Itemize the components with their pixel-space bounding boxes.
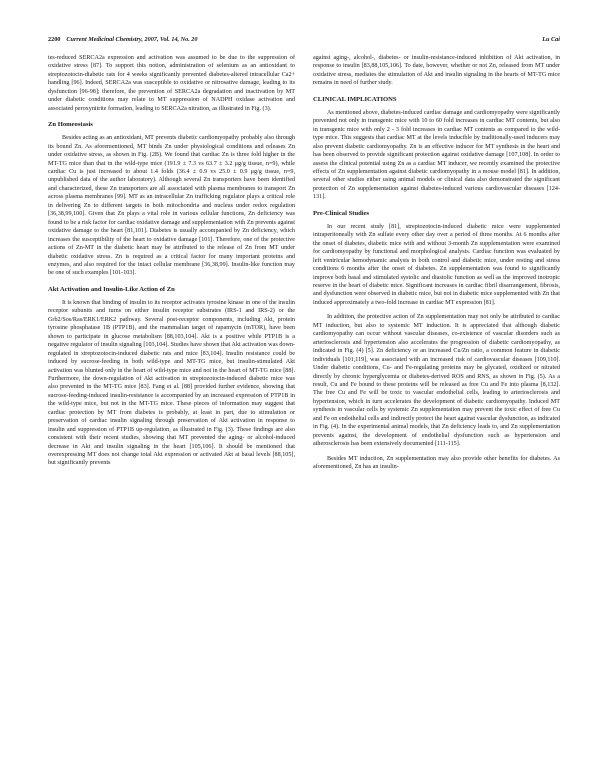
header-author: Lu Cai [542, 36, 560, 43]
section-heading-pre-clinical-studies: Pre-Clinical Studies [313, 209, 370, 217]
paragraph: Besides acting as an antioxidant, MT prevents diabetic cardiomyopathy probably also through its bound Zn. As aforementioned, MT binds Zn under physiological conditions and releases Zn under oxidative stress, as shown in Fig. (2B). We found that cardiac Zn is three fold higher in the MT-TG mice than that in the wild-type mice (191.9 ± 7.3 vs 63.7 ± 3.2 μg/g tissue, n=9), while cardiac Cu is just increased to about 1.4 folds (36.4 ± 0.9 vs 25.0 ± 0.9 μg/g tissue, n=9, unpublished data of the author laboratory). Although several Zn transporters have been identified and characterized, these Zn transporters are all associated with plasma membranes to transport Zn across plasma membranes [99]. MT as an intracellular Zn trafficking regulator plays a critical role in delivering Zn to different targets in both mitochondria and nucleus under redox regulation [36,38,99,100]. Given that Zn plays a vital role in various cellular functions, Zn deficiency was found to be a risk factor for cardiac oxidative damage and supplementation with Zn prevents against oxidative damage to the heart [81,101]. Diabetes is usually accompanied by Zn deficiency, which increases the susceptibility of the heart to oxidative damage [101]. Therefore, one of the protective actions of Zn-MT in the diabetic heart may be attributed to the release of Zn from MT under diabetic oxidative stress. Zn is required as a critical factor for many important proteins and enzymes, and also required for the intact cellular membrane [36,38,99]. Insulin-like function may be one of such examples [101-103]. [48, 135, 295, 277]
journal-citation: Current Medicinal Chemistry, 2007, Vol. 14, No. 20 [66, 36, 198, 43]
paragraph: Besides MT induction, Zn supplementation may also provide other benefits for diabetes. As aforementioned, Zn has an insulin- [313, 455, 560, 471]
running-header [48, 34, 560, 46]
paragraph: against aging-, alcohol-, diabetes- or insulin-resistance-induced inhibition of Akt activation, in response to insulin [83,88,105,106]. To date, however, whether or not Zn, released from MT under oxidative stress, mediates the stimulation of Akt and insulin signaling in the hearts of MT-TG mice remains in need of further study. [313, 55, 560, 87]
paragraph: In addition, the protective action of Zn supplementation may not only be attributed to cardiac MT induction, but also to systemic MT induction. It is appreciated that although diabetic cardiomyopathy can occur without vascular diseases, co-existence of vascular disorders such as arteriosclerosis and hypertension also accelerates the progression of diabetic cardiomyopathy, as indicated in Fig. (4) [5]. Zn deficiency or an increased Cu/Zn ratio, a common feature in diabetic individuals [101,119], was associated with an increased risk of cardiovascular diseases [109,110]. Under diabetic conditions, Cu- and Fe-regulating proteins may be glycated, oxidized or nitrated directly by chronic hyperglycemia or diabetes-derived ROS and RNS, as shown in Fig. (5). As a result, Cu and Fe bound to these proteins will be released as free Cu and Fe into plasma [8,132]. The free Cu and Fe will be toxic to vascular endothelial cells, leading to arteriosclerosis and hypertension, which in turn accelerates the development of diabetic cardiomyopathy. Induced MT synthesis in vascular cells by systemic Zn supplementation may prevent the toxic effect of free Cu and Fe on endothelial cells and indirectly protect the heart against vascular dysfunction, as indicated in Fig. (4). In the experimental animal models, that Zn deficiency leads to, and Zn supplementation prevents against, the development of endothelial dysfunction such as hypertension and atherosclerosis has been extensively documented [111-115]. [313, 314, 560, 448]
journal-page [48, 34, 560, 754]
page-number: 2200 [48, 36, 61, 43]
left-column [48, 54, 295, 468]
paragraph: As mentioned above, diabetes-induced cardiac damage and cardiomyopathy were significantly prevented not only in transgenic mice with 10 to 60 fold increases in cardiac MT contents, but also in transgenic mice with only 2 - 3 fold increases in cardiac MT contents as compared to the wild-type mice. This suggests that cardiac MT at the levels inducible by traditionally-used inducers may also prevent diabetic cardiomyopathy. Zn is an effective inducer for MT synthesis in the heart and has been observed to provide significant protection against oxidative damage [107,108]. In order to assess the clinical potential using Zn as a cardiac MT inducer, we recently examined the protective effects of Zn supplementation against diabetic cardiomyopathy in a mouse model [81]. In addition, several other studies either using animal models or clinical data also demonstrated the significant protection of Zn supplementation against diabetes-induced various cardiovascular diseases [124-131]. [313, 109, 560, 201]
section-heading-clinical-implications: CLINICAL IMPLICATIONS [313, 95, 397, 103]
paragraph: In our recent study [81], streptozotocin-induced diabetic mice were supplemented intraperitoneally with Zn sulfate every other day over a period of three months. At 6 months after the onset of diabetes, diabetic mice with and without 3-month Zn supplementation were examined for cardiomyopathy by functional and morphological analysis. Cardiac function was evaluated by left ventricular hemodynamic analysis in both control and diabetic mice, under resting and stress conditions 6 months after the onset of diabetes. Zn supplementation was found to significantly improve both basal and stimulated systolic and diastolic function as well as the improved inotropic reserve in the heart of diabetic mice. Significant increases in cardiac fibril disarrangement, fibrosis, and dysfunction were observed in diabetic mice, but not in diabetic mice supplemented with Zn that induced approximately a two-fold increase in cardiac MT expression [81]. [313, 223, 560, 306]
section-heading-akt-activation: Akt Activation and Insulin-Like Action of Zn [48, 285, 175, 293]
right-column [313, 54, 560, 471]
paragraph: tes-reduced SERCA2a expression and activation was assumed to be due to the suppression of oxidative stress [87]. To support this notion, administration of selenium as an antioxidant to streptozotocin-diabetic rats for 4 weeks significantly prevented diabetes-altered intracellular Ca2+ handling [96]. Indeed, SERCA2a was susceptible to oxidative or nitrosative damage, leading to its dysfunction [96-98]; therefore, the prevention of SERCA2a degradation and inactivation by MT under diabetic conditions may relate to MT suppression of NADPH oxidase activation and associated peroxynitrite formation, leading to SERCA2a nitration, as illustrated in Fig. (3). [48, 55, 295, 112]
header-left [48, 34, 197, 46]
paragraph: It is known that binding of insulin to its receptor activates tyrosine kinase in one of the insulin receptor subunits and turns on either insulin receptor substrates (IRS-1 and IRS-2) or the Grb2/Sos/Ras/ERK1/ERK2 pathway. Several post-receptor components, including Akt, protein tyrosine phosphatase 1B (PTP1B), and the mammalian target of rapamycin (mTOR), have been shown to participate in glucose metabolism [88,103,104]. Akt is a positive while PTP1B is a negative regulator of insulin signaling [103,104]. Studies have shown that Akt activation was down-regulated in streptozotocin-induced diabetic rats and mice [83,104]. Insulin resistance could be induced by sucrose-feeding in both wild-type and MT-TG mice, but insulin-stimulated Akt activation was blunted only in the heart of wild-type mice and not in the heart of MT-TG mice [88]. Furthermore, the down-regulation of Akt activation in streptozotocin-induced diabetic mice was also prevented in the MT-TG mice [83]. Fang et al. [88] provided further evidence, showing that sucrose-feeding-induced insulin-resistance is accompanied by an increased expression of PTP1B in the wild-type mice, but not in the MT-TG mice. These pieces of information may suggest that cardiac protection by MT from diabetes is probably, at least in part, due to stimulation or preservation of cardiac insulin signaling through preservation of Akt activation in response to insulin and suppression of PTP1B up-regulation, as illustrated in Fig. (3). These findings are also consistent with their recent studies, showing that MT prevented the aging- or alcohol-induced decrease in Akt and insulin signaling in the heart [105,106]. It should be mentioned that overexpressing MT does not change total Akt expression or activated Akt at basal levels [88,105], but significantly prevents [48, 299, 295, 467]
section-heading-zn-homeostasis: Zn Homeostasis [48, 121, 93, 129]
